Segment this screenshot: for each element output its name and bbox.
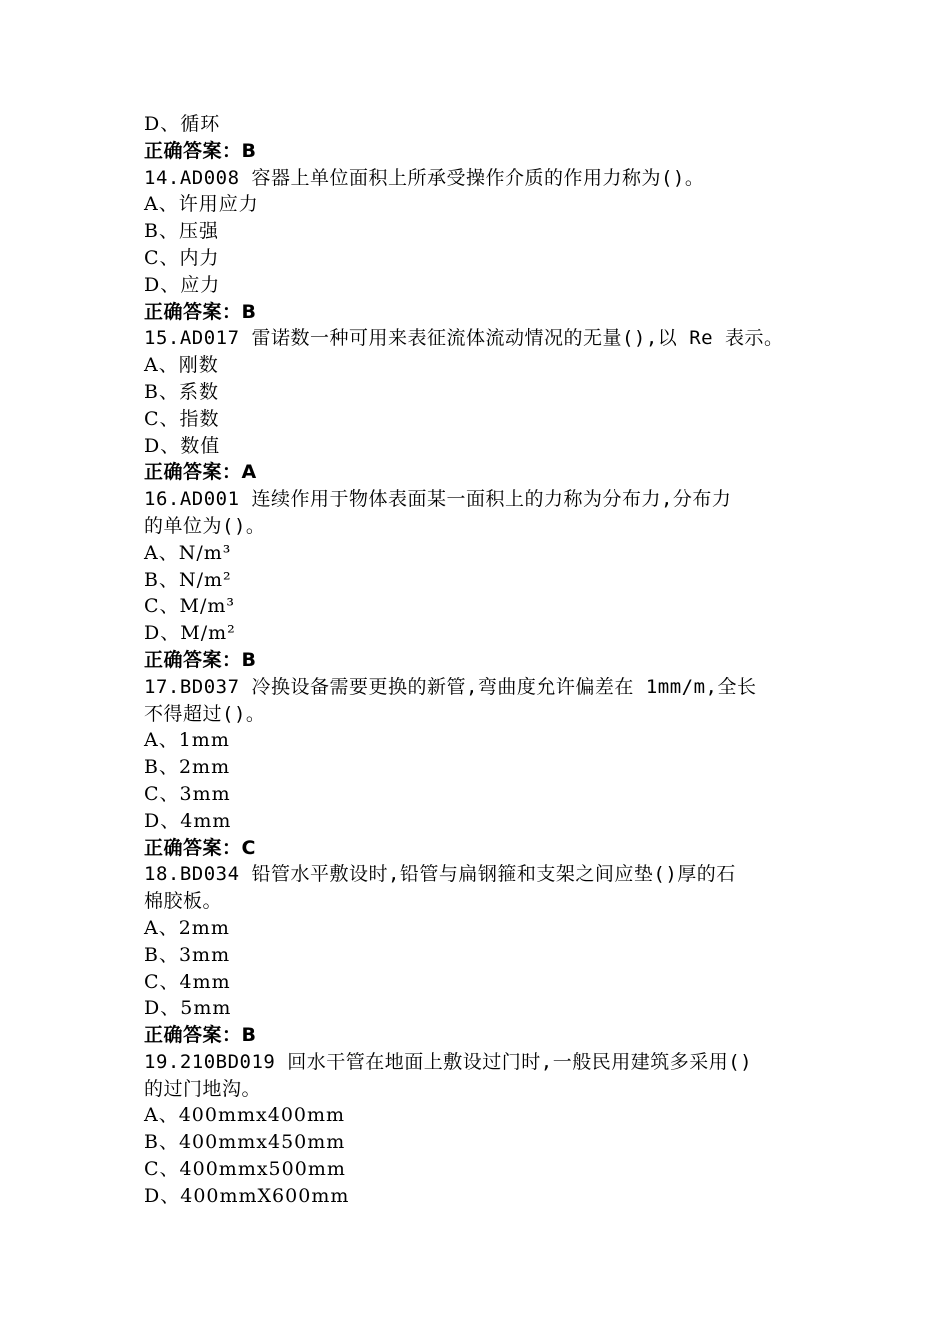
answer-option: C、指数 [144,407,220,430]
question-text-line: 的单位为()。 [144,514,266,537]
answer-option: A、2mm [144,916,230,939]
question-text-line: 19.210BD019 回水干管在地面上敷设过门时,一般民用建筑多采用() [144,1050,753,1073]
answer-option: D、数值 [144,434,221,457]
answer-option: C、400mmx500mm [144,1158,346,1181]
question-text-line: 14.AD008 容器上单位面积上所承受操作介质的作用力称为()。 [144,166,705,189]
answer-option: A、刚数 [144,354,219,377]
answer-option: B、系数 [144,380,219,403]
correct-answer-line: 正确答案：B [144,1024,257,1047]
answer-option: A、1mm [144,729,230,752]
correct-answer-line: 正确答案：B [144,139,257,162]
answer-option: D、应力 [144,273,221,296]
answer-option: C、4mm [144,970,231,993]
question-text-line: 16.AD001 连续作用于物体表面某一面积上的力称为分布力,分布力 [144,488,732,511]
answer-option: B、压强 [144,220,219,243]
correct-answer-line: 正确答案：B [144,300,257,323]
correct-answer-line: 正确答案：B [144,648,257,671]
answer-option: C、内力 [144,246,220,269]
answer-option: C、M/m³ [144,595,236,618]
question-text-line: 15.AD017 雷诺数一种可用来表征流体流动情况的无量(),以 Re 表示。 [144,327,784,350]
answer-option: A、N/m³ [144,541,232,564]
answer-option: D、循环 [144,113,221,135]
correct-answer-line: 正确答案：C [144,836,256,859]
answer-option: B、400mmx450mm [144,1131,346,1154]
answer-option: A、许用应力 [144,193,259,216]
answer-option: B、N/m² [144,568,232,591]
question-text-line: 棉胶板。 [144,890,223,913]
answer-option: B、3mm [144,943,231,966]
question-text-line: 的过门地沟。 [144,1077,262,1100]
question-text-line: 不得超过()。 [144,702,266,725]
document-page [144,111,824,1210]
answer-option: D、5mm [144,997,232,1020]
answer-option: D、4mm [144,809,232,832]
correct-answer-line: 正确答案：A [144,461,257,484]
answer-option: D、M/m² [144,622,236,645]
answer-option: B、2mm [144,756,231,779]
answer-option: D、400mmX600mm [144,1184,350,1207]
question-text-line: 18.BD034 铅管水平敷设时,铅管与扁钢箍和支架之间应垫()厚的石 [144,863,736,886]
answer-option: A、400mmx400mm [144,1104,346,1127]
question-text-line: 17.BD037 冷换设备需要更换的新管,弯曲度允许偏差在 1mm/m,全长 [144,675,757,698]
answer-option: C、3mm [144,782,231,805]
